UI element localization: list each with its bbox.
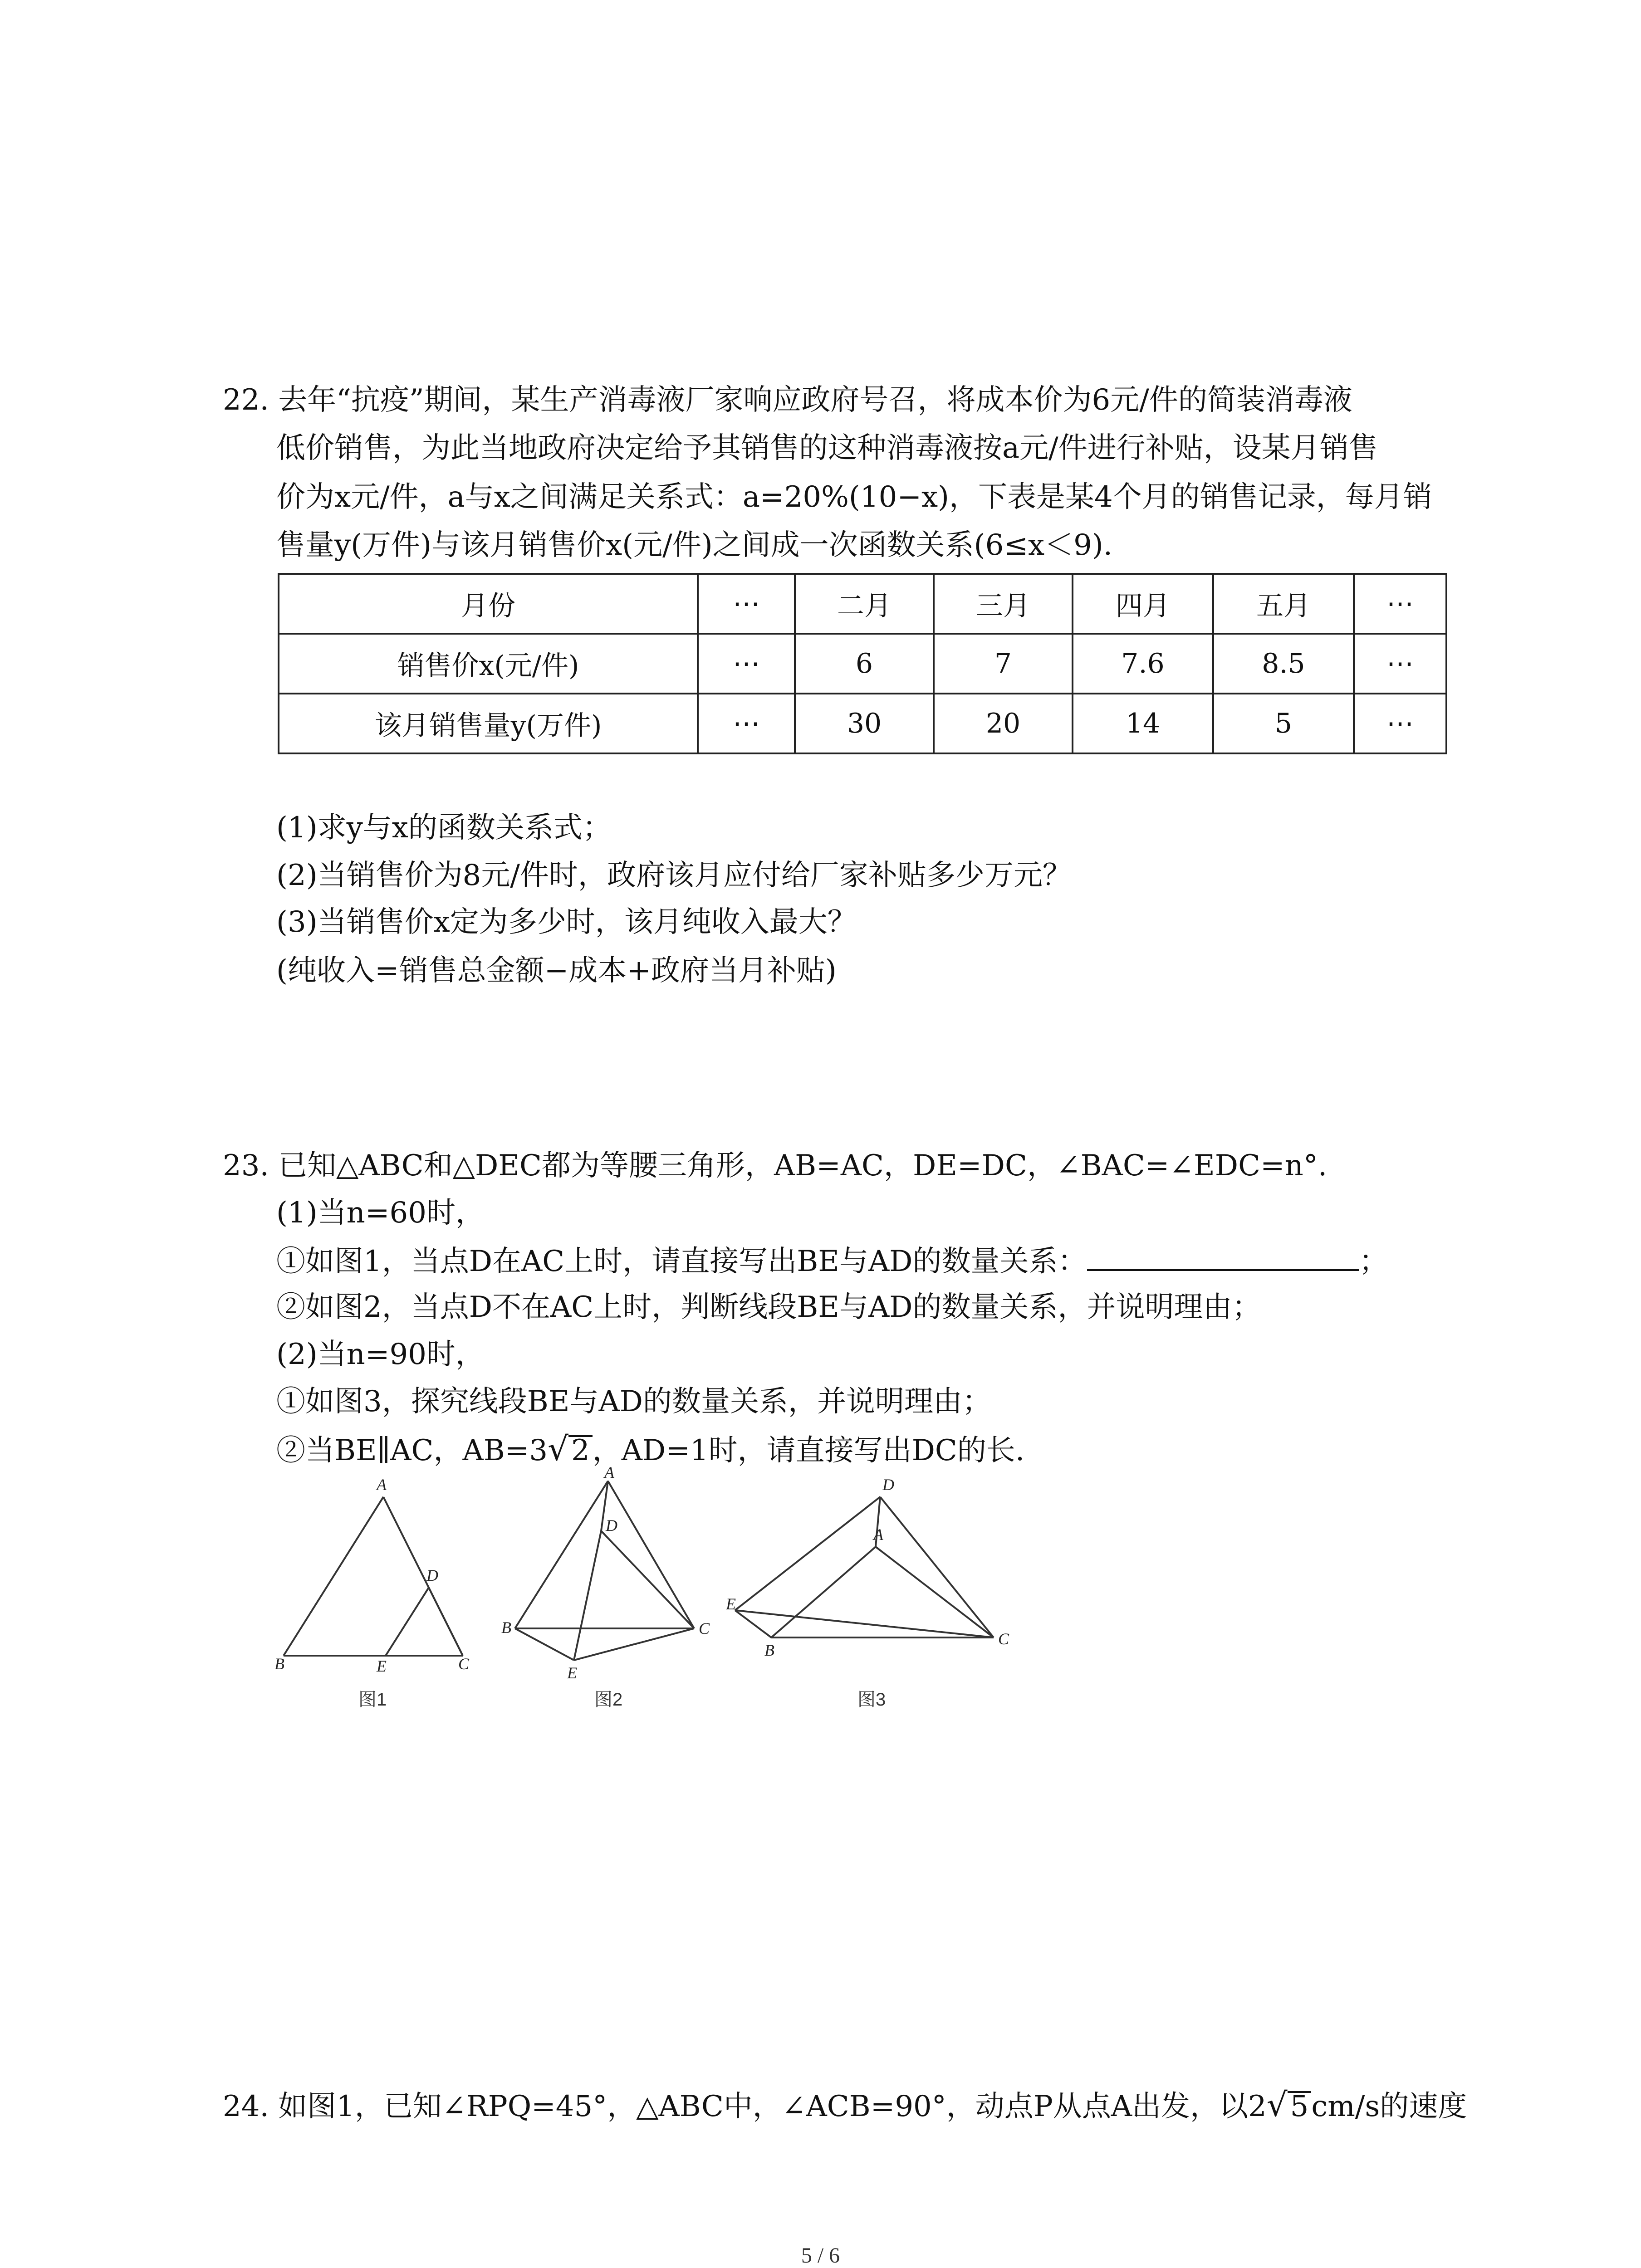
q22-part-3: (3)当销售价x定为多少时，该月纯收入最大？: [276, 905, 857, 939]
table-cell: 6: [795, 634, 934, 694]
table-cell: 该月销售量y(万件): [279, 694, 698, 753]
fig2-label-d: D: [606, 1516, 617, 1535]
q23-part-2a: ①如图3，探究线段BE与AD的数量关系，并说明理由；: [276, 1385, 991, 1418]
fig3-label-b: B: [764, 1641, 774, 1659]
table-cell: 5: [1213, 694, 1354, 753]
fig2-caption: 图2: [594, 1690, 623, 1710]
q22-line-3: 价为x元/件，a与x之间满足关系式：a=20%(10−x)，下表是某4个月的销售记录，每月销: [276, 480, 1432, 514]
fig1-label-d: D: [426, 1566, 438, 1584]
table-cell: ⋯: [1354, 694, 1446, 753]
fig3-caption: 图3: [857, 1690, 886, 1710]
sales-table: [278, 573, 1447, 754]
q22-line-4: 售量y(万件)与该月销售价x(元/件)之间成一次函数关系(6≤x＜9).: [276, 528, 1113, 562]
sqrt-icon: √: [548, 1430, 568, 1468]
table-cell: 7: [934, 634, 1073, 694]
table-cell: 月份: [279, 574, 698, 634]
fig3-label-d: D: [882, 1476, 894, 1494]
q23-stem: 23. 已知△ABC和△DEC都为等腰三角形，AB=AC，DE=DC，∠BAC=∠EDC=n°.: [223, 1149, 1327, 1183]
fig2-label-c: C: [699, 1619, 710, 1637]
radicand: 5: [1288, 2091, 1312, 2120]
table-cell: 二月: [795, 574, 934, 634]
q23-part-1a: [276, 1242, 1388, 1280]
q22-part-1: (1)求y与x的函数关系式；: [276, 811, 612, 845]
page-number: 5 / 6: [801, 2244, 840, 2268]
q23-part-2b: [276, 1431, 1024, 1469]
table-cell: ⋯: [698, 634, 795, 694]
q22-line-2: 低价销售，为此当地政府决定给予其销售的这种消毒液按a元/件进行补贴，设某月销售: [276, 431, 1378, 465]
table-cell: 四月: [1073, 574, 1213, 634]
q23-part-1a-text: ①如图1，当点D在AC上时，请直接写出BE与AD的数量关系：: [276, 1245, 1087, 1278]
figure-2: [499, 1465, 717, 1683]
fig3-label-c: C: [998, 1630, 1009, 1648]
q22-part-2: (2)当销售价为8元/件时，政府该月应付给厂家补贴多少万元？: [276, 859, 1072, 892]
table-cell: 30: [795, 694, 934, 753]
q24-stem-post: cm/s的速度: [1311, 2090, 1467, 2123]
sqrt-icon: √: [1266, 2086, 1288, 2124]
table-cell: 14: [1073, 694, 1213, 753]
q23-part-1b: ②如图2，当点D不在AC上时，判断线段BE与AD的数量关系，并说明理由；: [276, 1290, 1261, 1324]
table-cell: ⋯: [1354, 634, 1446, 694]
table-cell: 五月: [1213, 574, 1354, 634]
table-row: [279, 574, 1446, 634]
fig1-label-e: E: [377, 1657, 387, 1675]
fig2-label-b: B: [501, 1618, 511, 1637]
fig3-label-e: E: [726, 1595, 736, 1613]
table-cell: 7.6: [1073, 634, 1213, 694]
table-cell: ⋯: [698, 574, 795, 634]
table-cell: 8.5: [1213, 634, 1354, 694]
table-row: [279, 634, 1446, 694]
fig2-label-a: A: [604, 1465, 614, 1481]
q22-note: (纯收入=销售总金额−成本+政府当月补贴): [276, 954, 837, 987]
figure-3: [726, 1465, 1043, 1683]
table-row: [279, 694, 1446, 753]
fig1-label-b: B: [274, 1655, 284, 1673]
q23-figures: [272, 1465, 1043, 1719]
q23-part-2: (2)当n=90时，: [276, 1338, 485, 1371]
q24-stem-pre: 24. 如图1，已知∠RPQ=45°，△ABC中，∠ACB=90°，动点P从点A出发，以2: [223, 2090, 1267, 2123]
fig1-label-a: A: [377, 1476, 387, 1494]
q23-part-2b-pre: ②当BE∥AC，AB=3: [276, 1434, 548, 1467]
table-cell: ⋯: [698, 694, 795, 753]
fig2-label-e: E: [567, 1664, 577, 1682]
answer-blank: [1087, 1242, 1359, 1271]
q23-part-1a-end: ；: [1359, 1245, 1388, 1278]
figure-1: [272, 1465, 490, 1683]
q22-line-1: 22. 去年“抗疫”期间，某生产消毒液厂家响应政府号召，将成本价为6元/件的简装消毒液: [223, 383, 1352, 417]
fig1-caption: 图1: [358, 1690, 387, 1710]
table-cell: 三月: [934, 574, 1073, 634]
table-cell: 销售价x(元/件): [279, 634, 698, 694]
table-cell: ⋯: [1354, 574, 1446, 634]
fig1-label-c: C: [458, 1655, 470, 1673]
q23-part-2b-post: ，AD=1时，请直接写出DC的长.: [592, 1434, 1025, 1467]
radicand: 2: [568, 1435, 593, 1464]
fig3-label-a: A: [873, 1525, 883, 1544]
q23-part-1: (1)当n=60时，: [276, 1196, 485, 1230]
q24-stem: [223, 2087, 1467, 2125]
table-cell: 20: [934, 694, 1073, 753]
